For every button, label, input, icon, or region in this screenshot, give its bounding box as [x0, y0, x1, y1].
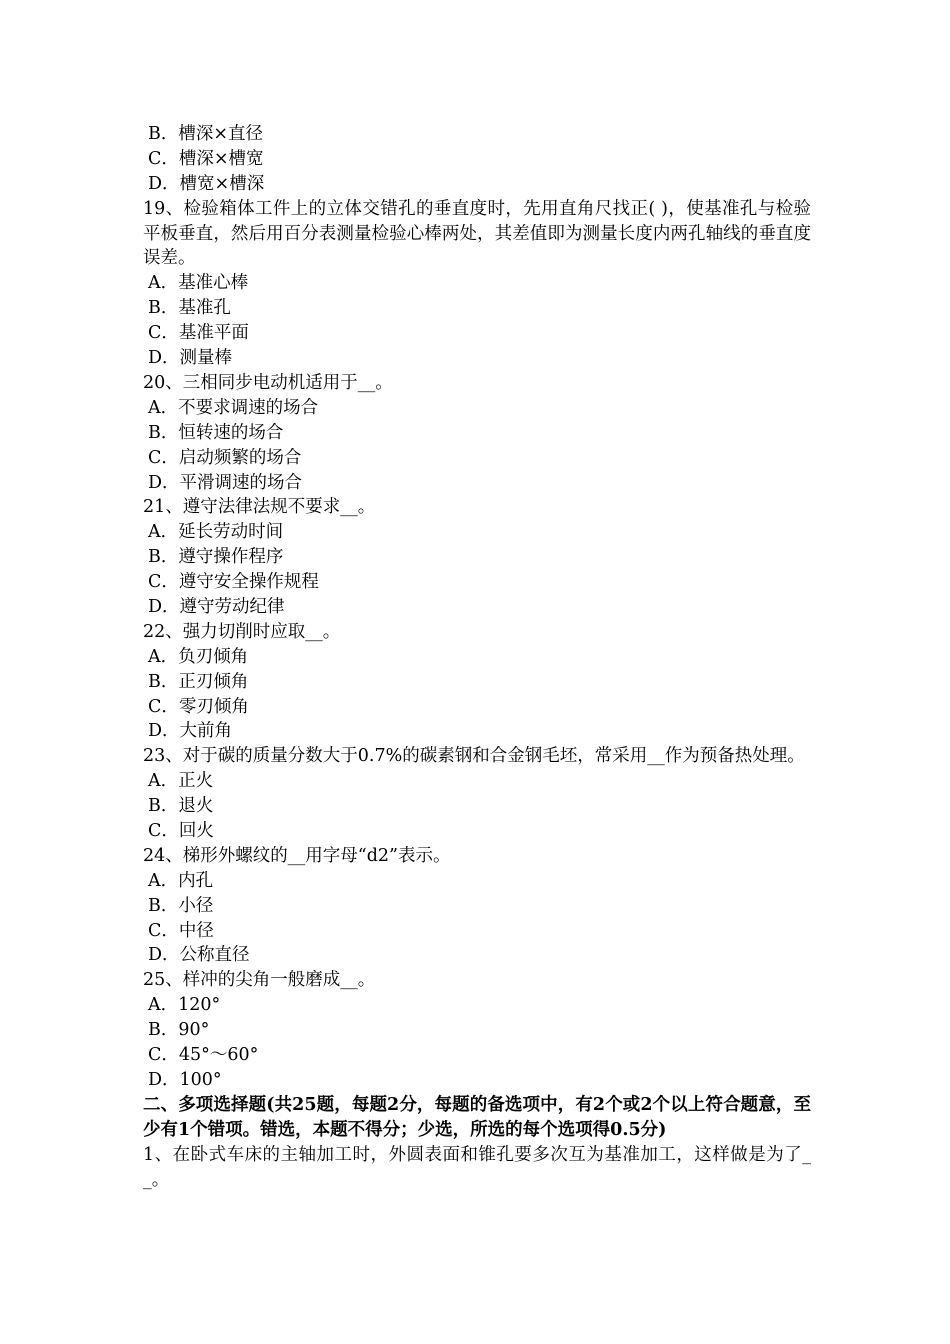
option-q19-c: C．基准平面	[148, 323, 249, 344]
option-q21-a: A．延长劳动时间	[148, 522, 284, 543]
option-q23-c: C．回火	[148, 821, 214, 841]
document-page	[143, 122, 811, 1192]
question-22-stem: 22、强力切削时应取__。	[143, 621, 341, 642]
option-q24-d: D．公称直径	[148, 945, 250, 966]
section-heading-multiple-choice: 二、多项选择题(共25题，每题2分，每题的备选项中，有2个或2个以上符合题意，至少有1个错项。错选，本题不得分；少选，所选的每个选项得0.5分)	[143, 1094, 811, 1140]
option-q20-c: C．启动频繁的场合	[148, 447, 302, 468]
option-q24-b: B．小径	[148, 895, 214, 916]
question-24-stem: 24、梯形外螺纹的__用字母“d2”表示。	[143, 845, 451, 866]
option-q21-c: C．遵守安全操作规程	[148, 572, 319, 593]
option-q25-d: D．100°	[148, 1069, 222, 1090]
option-q18-c: C．槽深×槽宽	[148, 148, 264, 169]
option-q21-b: B．遵守操作程序	[148, 547, 284, 568]
option-q24-a: A．内孔	[148, 870, 214, 891]
option-q22-c: C．零刃倾角	[148, 696, 249, 717]
option-q20-d: D．平滑调速的场合	[148, 472, 303, 493]
option-q20-a: A．不要求调速的场合	[148, 397, 319, 418]
option-q23-b: B．退火	[148, 796, 214, 817]
option-q25-b: B．90°	[148, 1020, 210, 1041]
question-25-stem: 25、样冲的尖角一般磨成__。	[143, 970, 376, 991]
option-q20-b: B．恒转速的场合	[148, 422, 284, 443]
question-23-stem: 23、对于碳的质量分数大于0.7%的碳素钢和合金钢毛坯，常采用__作为预备热处理。	[143, 746, 805, 767]
option-q24-c: C．中径	[148, 920, 214, 941]
option-q18-d: D．槽宽×槽深	[148, 173, 265, 194]
option-q21-d: D．遵守劳动纪律	[148, 596, 285, 617]
option-q18-b: B．槽深×直径	[148, 124, 264, 144]
option-q19-d: D．测量棒	[148, 348, 233, 369]
question-19-stem: 19、检验箱体工件上的立体交错孔的垂直度时，先用直角尺找正( )，使基准孔与检验平板垂直，然后用百分表测量检验心棒两处，其差值即为测量长度内两孔轴线的垂直度误差。	[143, 198, 811, 269]
option-q22-b: B．正刃倾角	[148, 671, 249, 692]
option-q22-d: D．大前角	[148, 721, 233, 742]
multi-question-1-stem: 1、在卧式车床的主轴加工时，外圆表面和锥孔要多次互为基准加工，这样做是为了__。	[143, 1144, 811, 1190]
option-q25-a: A．120°	[148, 995, 221, 1016]
option-q19-a: A．基准心棒	[148, 273, 249, 294]
option-q19-b: B．基准孔	[148, 298, 231, 319]
question-20-stem: 20、三相同步电动机适用于__。	[143, 372, 393, 393]
question-21-stem: 21、遵守法律法规不要求__。	[143, 497, 376, 518]
option-q23-a: A．正火	[148, 771, 214, 792]
option-q25-c: C．45°～60°	[148, 1045, 259, 1066]
option-q22-a: A．负刃倾角	[148, 646, 249, 667]
